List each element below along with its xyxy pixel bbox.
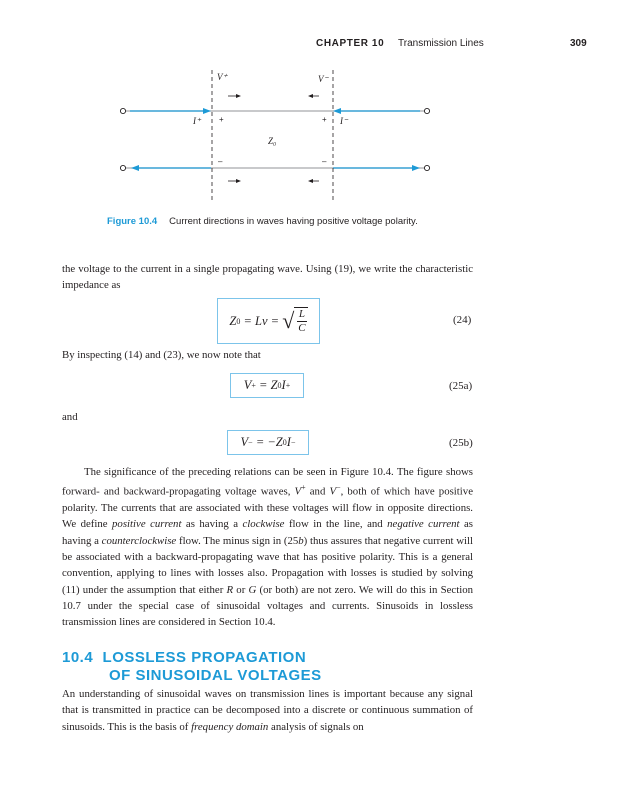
label-z0: Z₀ [268,136,277,146]
label-minus-left: – [218,157,223,166]
chapter-label: CHAPTER 10 [316,38,385,49]
section-heading [62,649,322,685]
label-i-plus: I⁺ [193,116,201,126]
page-number: 309 [570,38,587,49]
label-plus-right: + [322,115,327,124]
equation-24-box: Z 0 = Lv = √ $\frac{L}{C}$ [217,298,320,344]
label-v-plus: V⁺ [217,72,228,82]
paragraph-2: By inspecting (14) and (23), we now note that [62,349,261,361]
terminal-bottom-right [424,165,429,170]
square-root: √ $\frac{L}{C}$ [282,308,306,334]
figure-caption [107,215,427,228]
chapter-title: Transmission Lines [398,38,484,49]
equation-25b-box: V − = −Z 0 I − [227,430,309,455]
label-v-minus: V⁻ [318,74,329,84]
paragraph-1: the voltage to the current in a single propagating wave. Using (19), we write the characteristic impedance as [62,263,473,292]
label-minus-right: – [322,157,327,166]
section-number: 10.4 [62,649,94,666]
paragraph-and: and [62,411,78,423]
label-plus-left: + [219,115,224,124]
label-i-minus: I⁻ [340,116,348,126]
figure-caption-text: Current directions in waves having positive voltage polarity. [169,216,418,227]
terminal-top-right [424,108,429,113]
paragraph-significance: The significance of the preceding relations can be seen in Figure 10.4. The figure shows forward- and backward-propagating voltage waves, V+ and V−, both of which have positive polarity. The currents that are associated with these voltages will flow in opposite directions. We define positive current as having a clockwise flow in the line, and negative current as having a counterclockwise flow. The minus sign in (25b) thus assures that negative current will be associated with a backward-propagating wave that has positive polarity. This is a general convention, applying to lines with losses also. Propagation with losses is studied by solving (11) under the assumption that either R or G (or both) are not zero. We will do this in Section 10.7 under the special case of sinusoidal voltages and currents. Sinusoids in lossless transmission lines are considered in Section 10.4. [62,466,474,629]
transmission-line-figure [100,60,440,200]
paragraph-sinusoidal: An understanding of sinusoidal waves on transmission lines is important because any signal that is transmitted in practice can be decomposed into a discrete or continuous summation of sinusoids. This is the basis of frequency domain analysis of signals on [62,688,473,733]
terminal-bottom-left [120,165,125,170]
terminal-top-left [120,108,125,113]
equation-25b-number: (25b) [449,437,473,449]
equation-25a-number: (25a) [449,380,473,392]
section-title-line2: OF SINUSOIDAL VOLTAGES [109,667,322,684]
figure-label: Figure 10.4 [107,216,158,227]
equation-24-number: (24) [453,314,472,326]
section-title-line1: LOSSLESS PROPAGATION [102,649,307,666]
equation-25a-box: V + = Z 0 I + [230,373,304,398]
